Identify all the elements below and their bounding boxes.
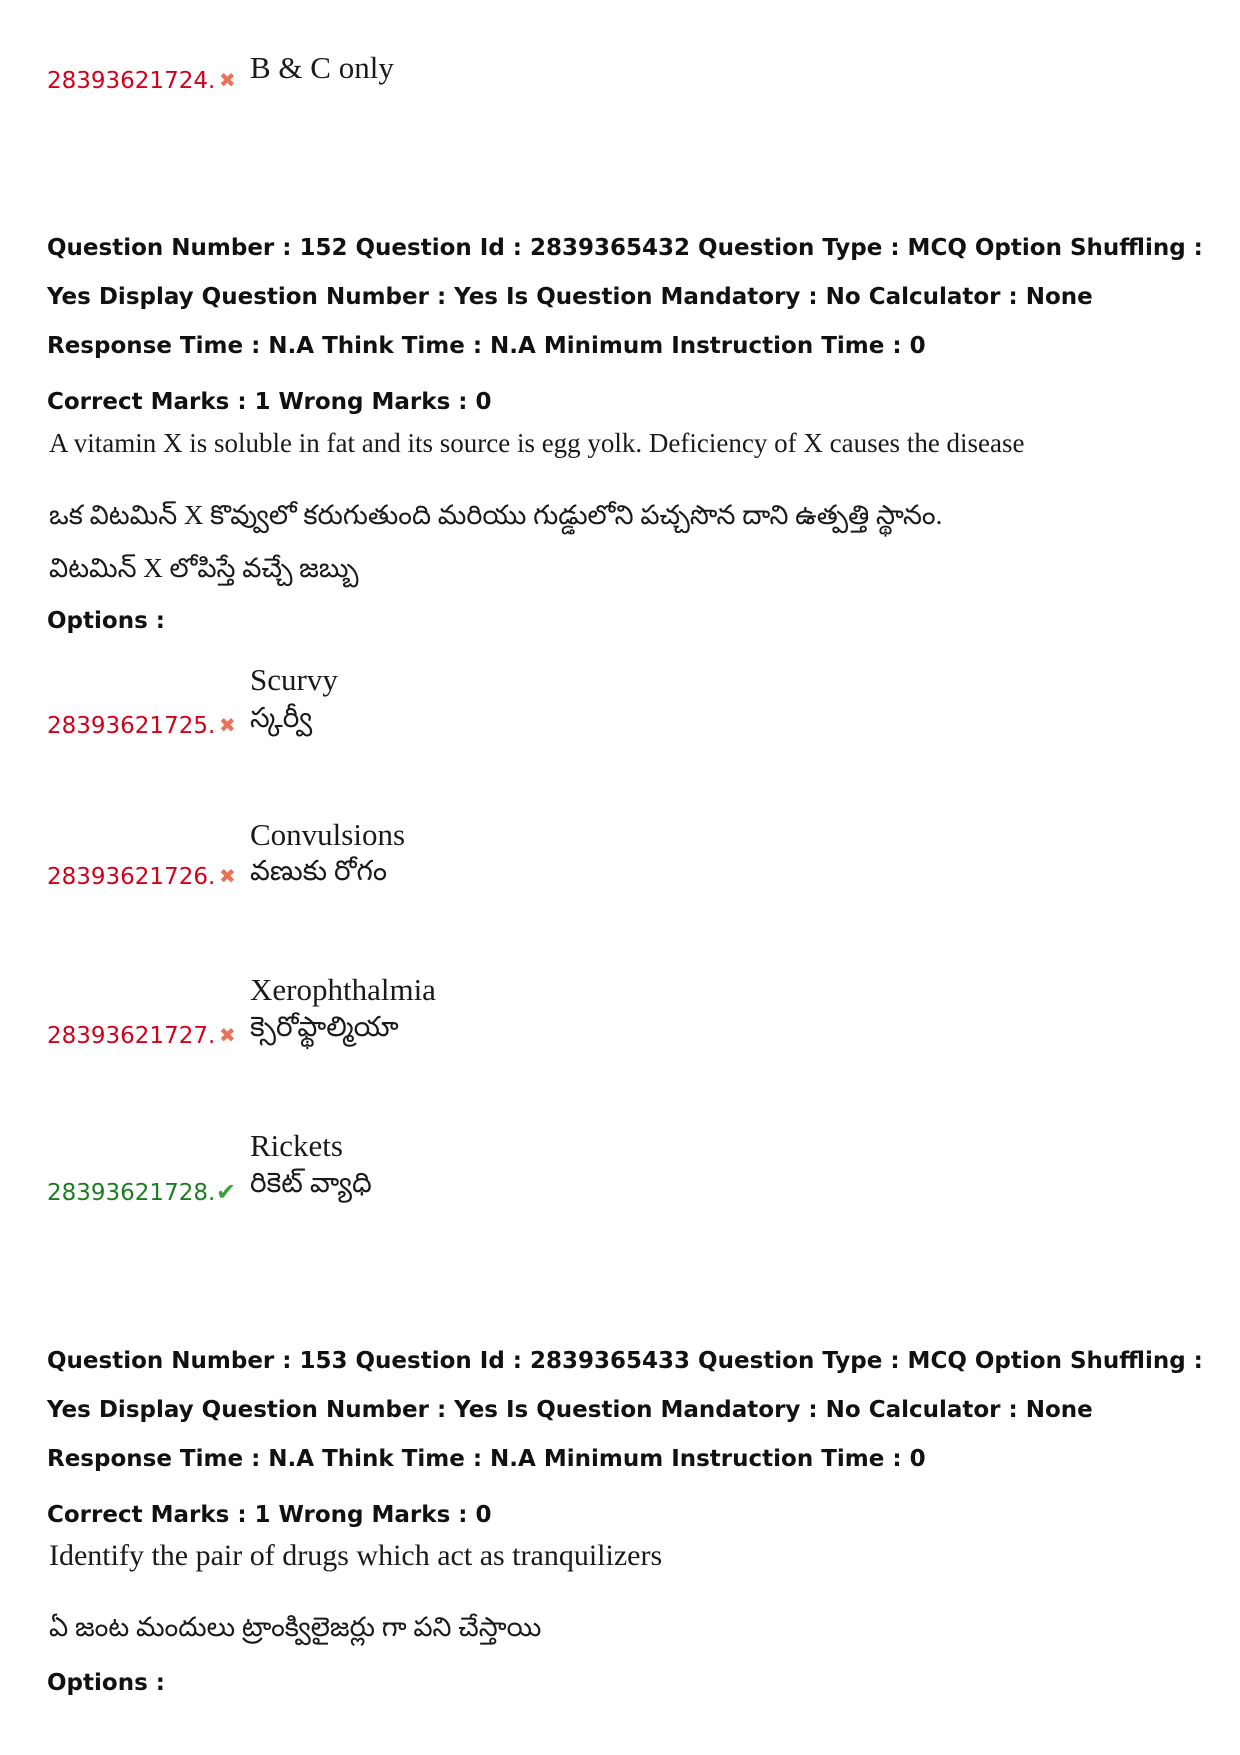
wrong-mark-icon: ✖ <box>219 713 236 737</box>
question-text-english: Identify the pair of drugs which act as tranquilizers <box>49 1539 663 1572</box>
option-text-telugu: స్కర్వీ <box>250 703 313 734</box>
option-text-english: Rickets <box>250 1128 343 1163</box>
option-id-correct: 28393621728. <box>47 1180 216 1206</box>
option-text-english: Xerophthalmia <box>250 972 436 1007</box>
option-id: 28393621726. <box>47 864 216 890</box>
option-id: 28393621724. <box>47 68 216 94</box>
question-text-english: A vitamin X is soluble in fat and its source is egg yolk. Deficiency of X causes the disease <box>49 428 1025 458</box>
question-text-telugu: విటమిన్ X లోపిస్తే వచ్చే జబ్బు <box>49 553 359 583</box>
question-text-telugu: ఒక విటమిన్ X కొవ్వులో కరుగుతుంది మరియు గుడ్డులోని పచ్చసొన దాని ఉత్పత్తి స్థానం. <box>49 500 943 530</box>
wrong-mark-icon: ✖ <box>219 864 236 888</box>
option-id: 28393621727. <box>47 1023 216 1049</box>
option-text: B & C only <box>250 50 394 85</box>
question-marks: Correct Marks : 1 Wrong Marks : 0 <box>47 389 492 415</box>
option-text-telugu: వణుకు రోగం <box>250 856 388 887</box>
question-marks: Correct Marks : 1 Wrong Marks : 0 <box>47 1502 492 1528</box>
option-id: 28393621725. <box>47 713 216 739</box>
option-text-telugu: క్సెరోఫ్థాల్మియా <box>250 1012 399 1043</box>
option-text-english: Convulsions <box>250 817 406 852</box>
wrong-mark-icon: ✖ <box>219 68 236 92</box>
options-label: Options : <box>47 608 165 634</box>
option-text-telugu: రికెట్ వ్యాధి <box>250 1168 372 1199</box>
option-text-english: Scurvy <box>250 662 338 697</box>
question-text-telugu: ఏ జంట మందులు ట్రాంక్విలైజర్లు గా పని చేస్తాయి <box>49 1612 542 1642</box>
options-label: Options : <box>47 1670 165 1696</box>
wrong-mark-icon: ✖ <box>219 1023 236 1047</box>
question-meta: Question Number : 152 Question Id : 2839365432 Question Type : MCQ Option Shuffling : Yes Display Question Number : Yes Is Question Mandatory : No Calculator : None Response Time : N.A Think Time : N.A Minimum Instruction Time : 0 <box>47 235 1203 359</box>
question-meta: Question Number : 153 Question Id : 2839365433 Question Type : MCQ Option Shuffling : Yes Display Question Number : Yes Is Question Mandatory : No Calculator : None Response Time : N.A Think Time : N.A Minimum Instruction Time : 0 <box>47 1348 1203 1472</box>
check-mark-icon: ✔ <box>216 1178 237 1206</box>
